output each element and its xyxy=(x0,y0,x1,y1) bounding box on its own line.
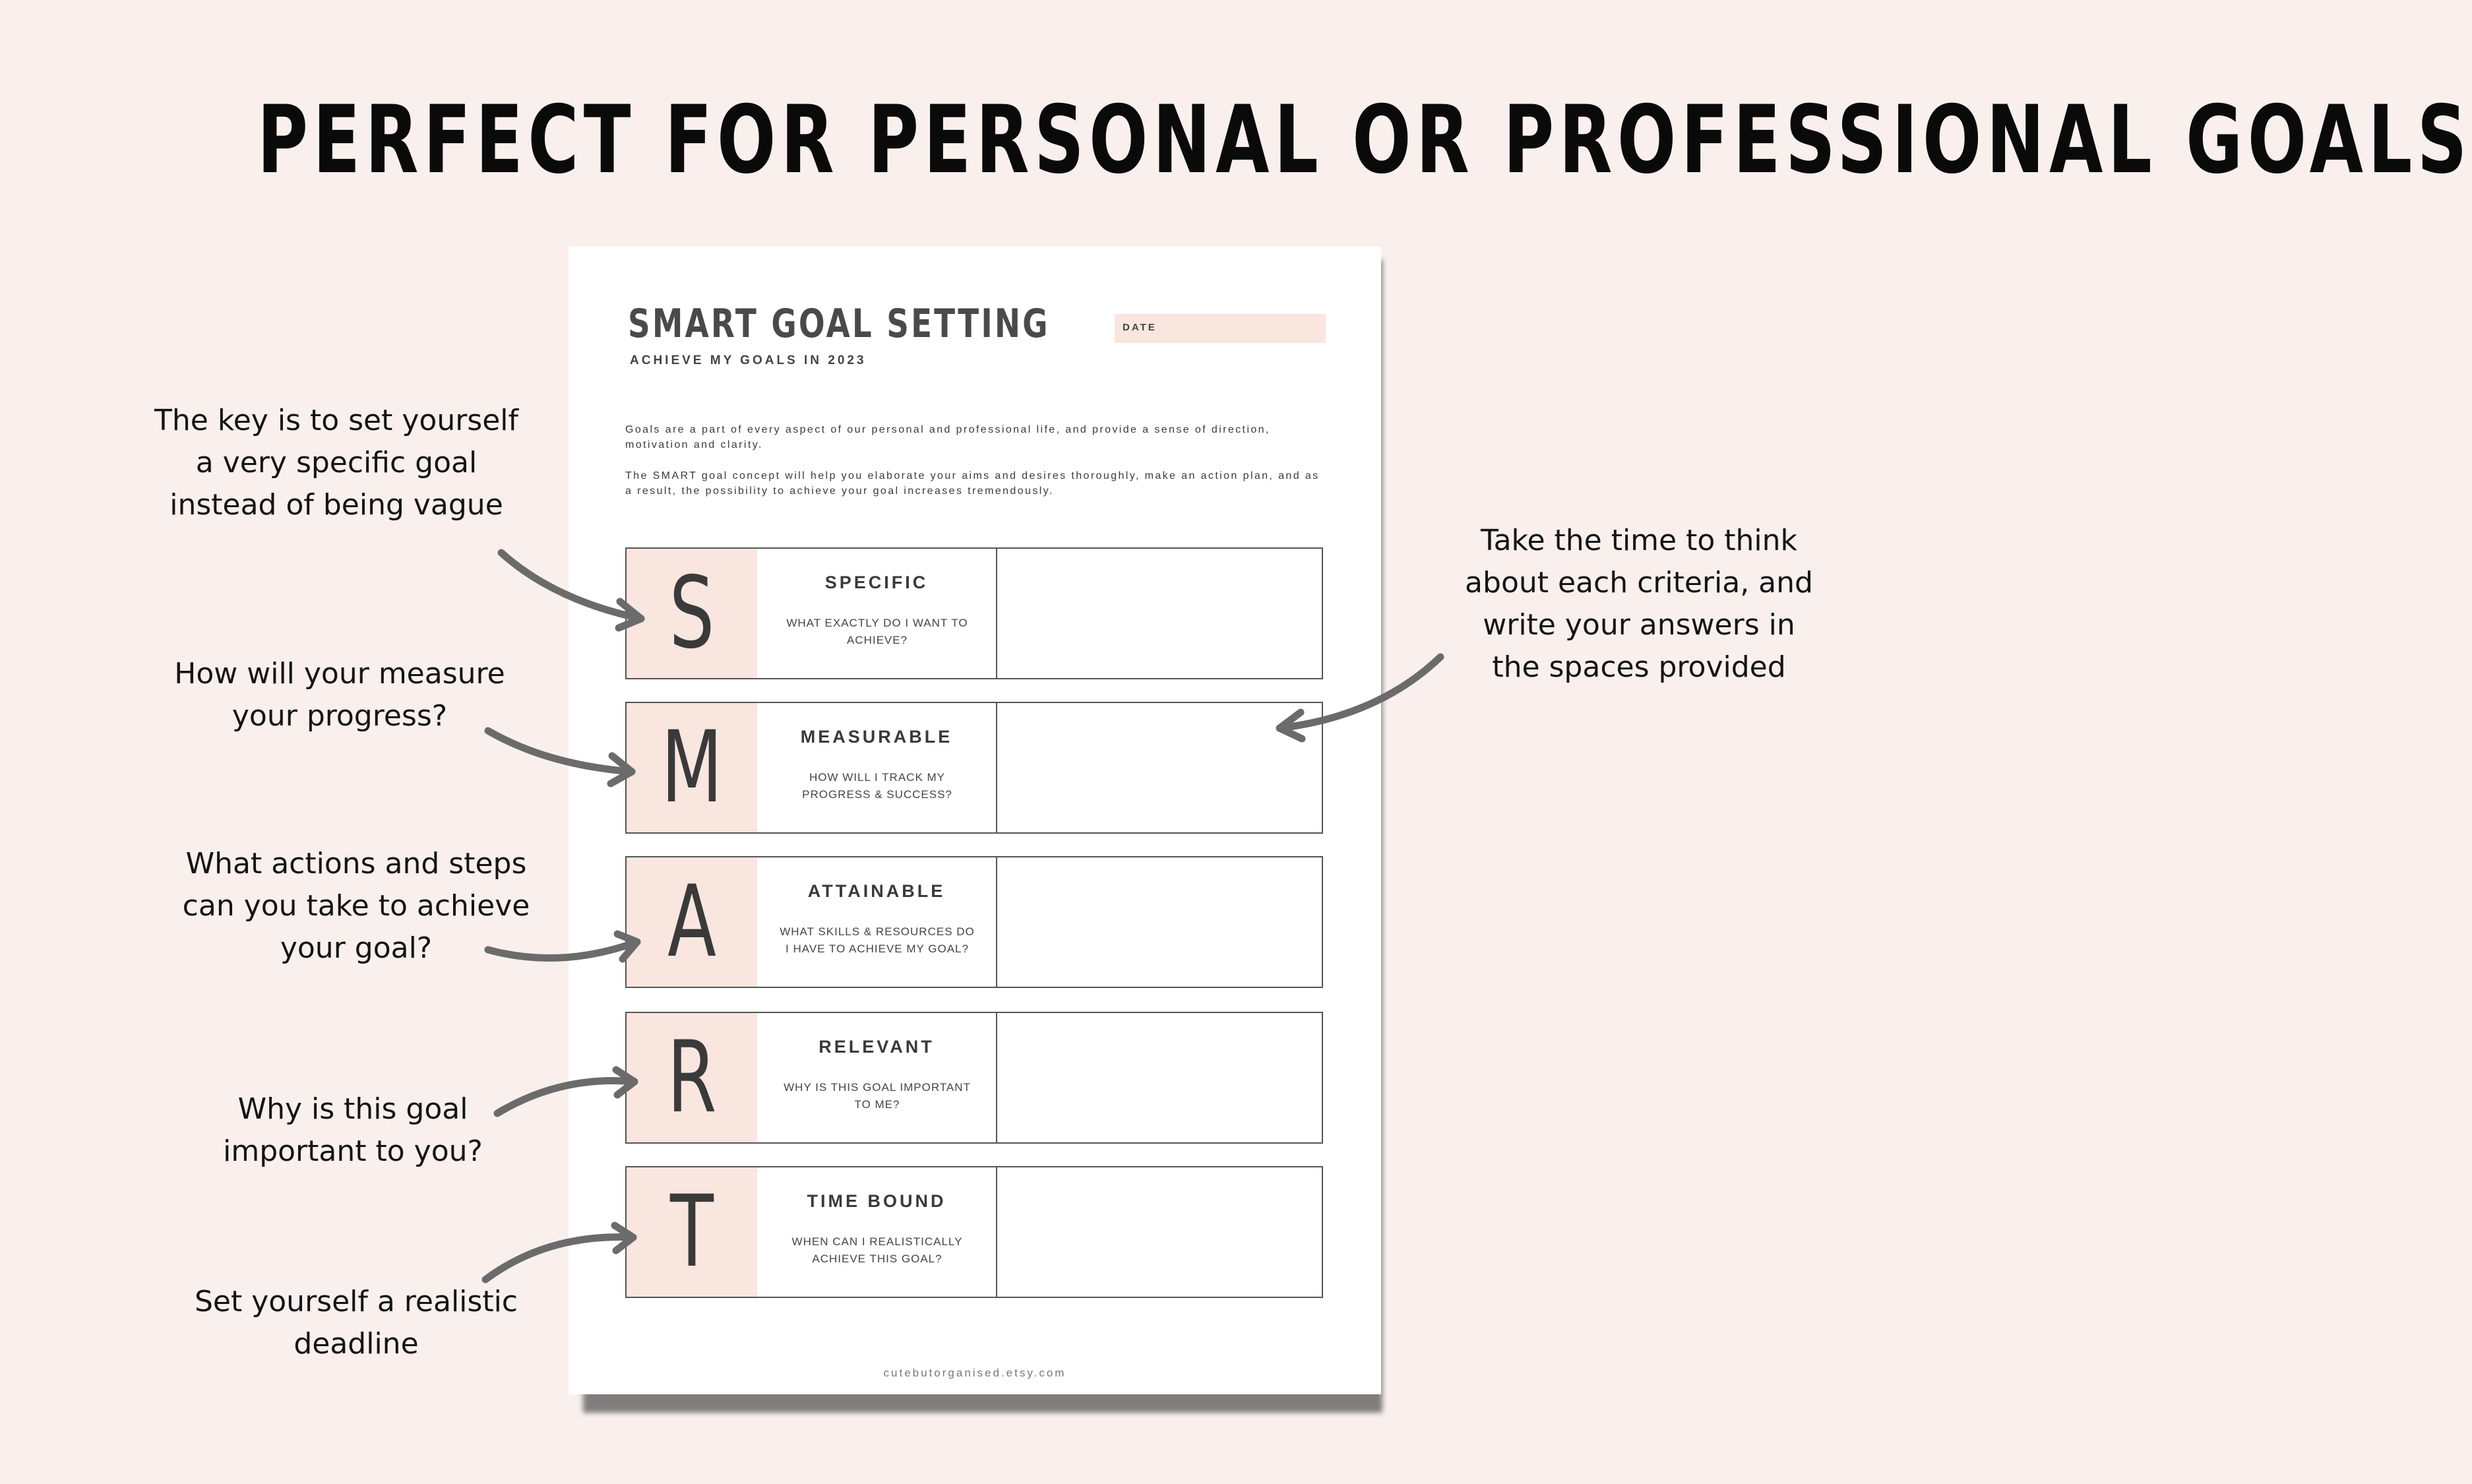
annotation-line: your progress? xyxy=(232,699,448,733)
annotation-line: Why is this goal xyxy=(237,1092,468,1126)
annotation-line: a very specific goal xyxy=(195,446,478,479)
letter-r: R xyxy=(667,1020,717,1135)
arrow-to-answers-icon xyxy=(1280,657,1440,739)
annotation-line: deadline xyxy=(294,1327,419,1361)
intro-paragraph-2: The SMART goal concept will help you elaborate your aims and desires thoroughly, make an action plan, and as a result, the possibility to achieve your goal increases tremendously. xyxy=(625,470,1320,497)
criteria-question: WHAT EXACTLY DO I WANT TO ACHIEVE? xyxy=(786,617,968,646)
footer-url: cutebutorganised.etsy.com xyxy=(883,1367,1066,1379)
criteria-title: SPECIFIC xyxy=(824,572,929,592)
arrow-to-a-icon xyxy=(488,934,637,959)
letter-a: A xyxy=(667,865,716,979)
criteria-question: WHY IS THIS GOAL IMPORTANT TO ME? xyxy=(784,1081,971,1111)
criteria-title: RELEVANT xyxy=(819,1037,935,1057)
annotation-line: important to you? xyxy=(223,1134,483,1168)
annotation-line: about each criteria, and xyxy=(1465,566,1813,600)
criteria-title: TIME BOUND xyxy=(807,1191,946,1211)
annotation-line: the spaces provided xyxy=(1492,650,1786,684)
annotation-line: Set yourself a realistic xyxy=(194,1285,518,1318)
date-label: DATE xyxy=(1123,322,1157,333)
criteria-title: MEASURABLE xyxy=(800,727,953,747)
worksheet-title: SMART GOAL SETTING xyxy=(628,301,1050,347)
arrow-to-t-icon xyxy=(485,1225,633,1280)
criteria-question: HOW WILL I TRACK MY PROGRESS & SUCCESS? xyxy=(802,771,952,801)
page-headline: PERFECT FOR PERSONAL OR PROFESSIONAL GOALS xyxy=(257,86,2472,195)
annotation-line: instead of being vague xyxy=(170,488,503,522)
arrow-to-s-icon xyxy=(501,553,641,628)
letter-m: M xyxy=(661,710,723,825)
annotation-line: your goal? xyxy=(280,931,433,965)
annotation-line: write your answers in xyxy=(1483,608,1795,642)
worksheet-subtitle: ACHIEVE MY GOALS IN 2023 xyxy=(630,354,867,367)
criteria-question: WHAT SKILLS & RESOURCES DO I HAVE TO ACHIEVE MY GOAL? xyxy=(780,925,975,955)
letter-s: S xyxy=(669,556,715,671)
annotation-line: What actions and steps xyxy=(185,847,527,881)
annotation-line: How will your measure xyxy=(174,657,505,691)
letter-t: T xyxy=(670,1175,714,1289)
annotation-line: Take the time to think xyxy=(1480,524,1797,557)
criteria-title: ATTAINABLE xyxy=(807,881,946,901)
intro-paragraph-1: Goals are a part of every aspect of our personal and professional life, and provide a sense of direction, motivation and clarity. xyxy=(625,424,1270,450)
arrow-to-r-icon xyxy=(497,1070,634,1113)
arrow-to-m-icon xyxy=(488,731,632,784)
criteria-question: WHEN CAN I REALISTICALLY ACHIEVE THIS GOAL? xyxy=(791,1235,963,1265)
annotation-line: The key is to set yourself xyxy=(154,404,518,437)
annotation-line: can you take to achieve xyxy=(182,889,530,923)
